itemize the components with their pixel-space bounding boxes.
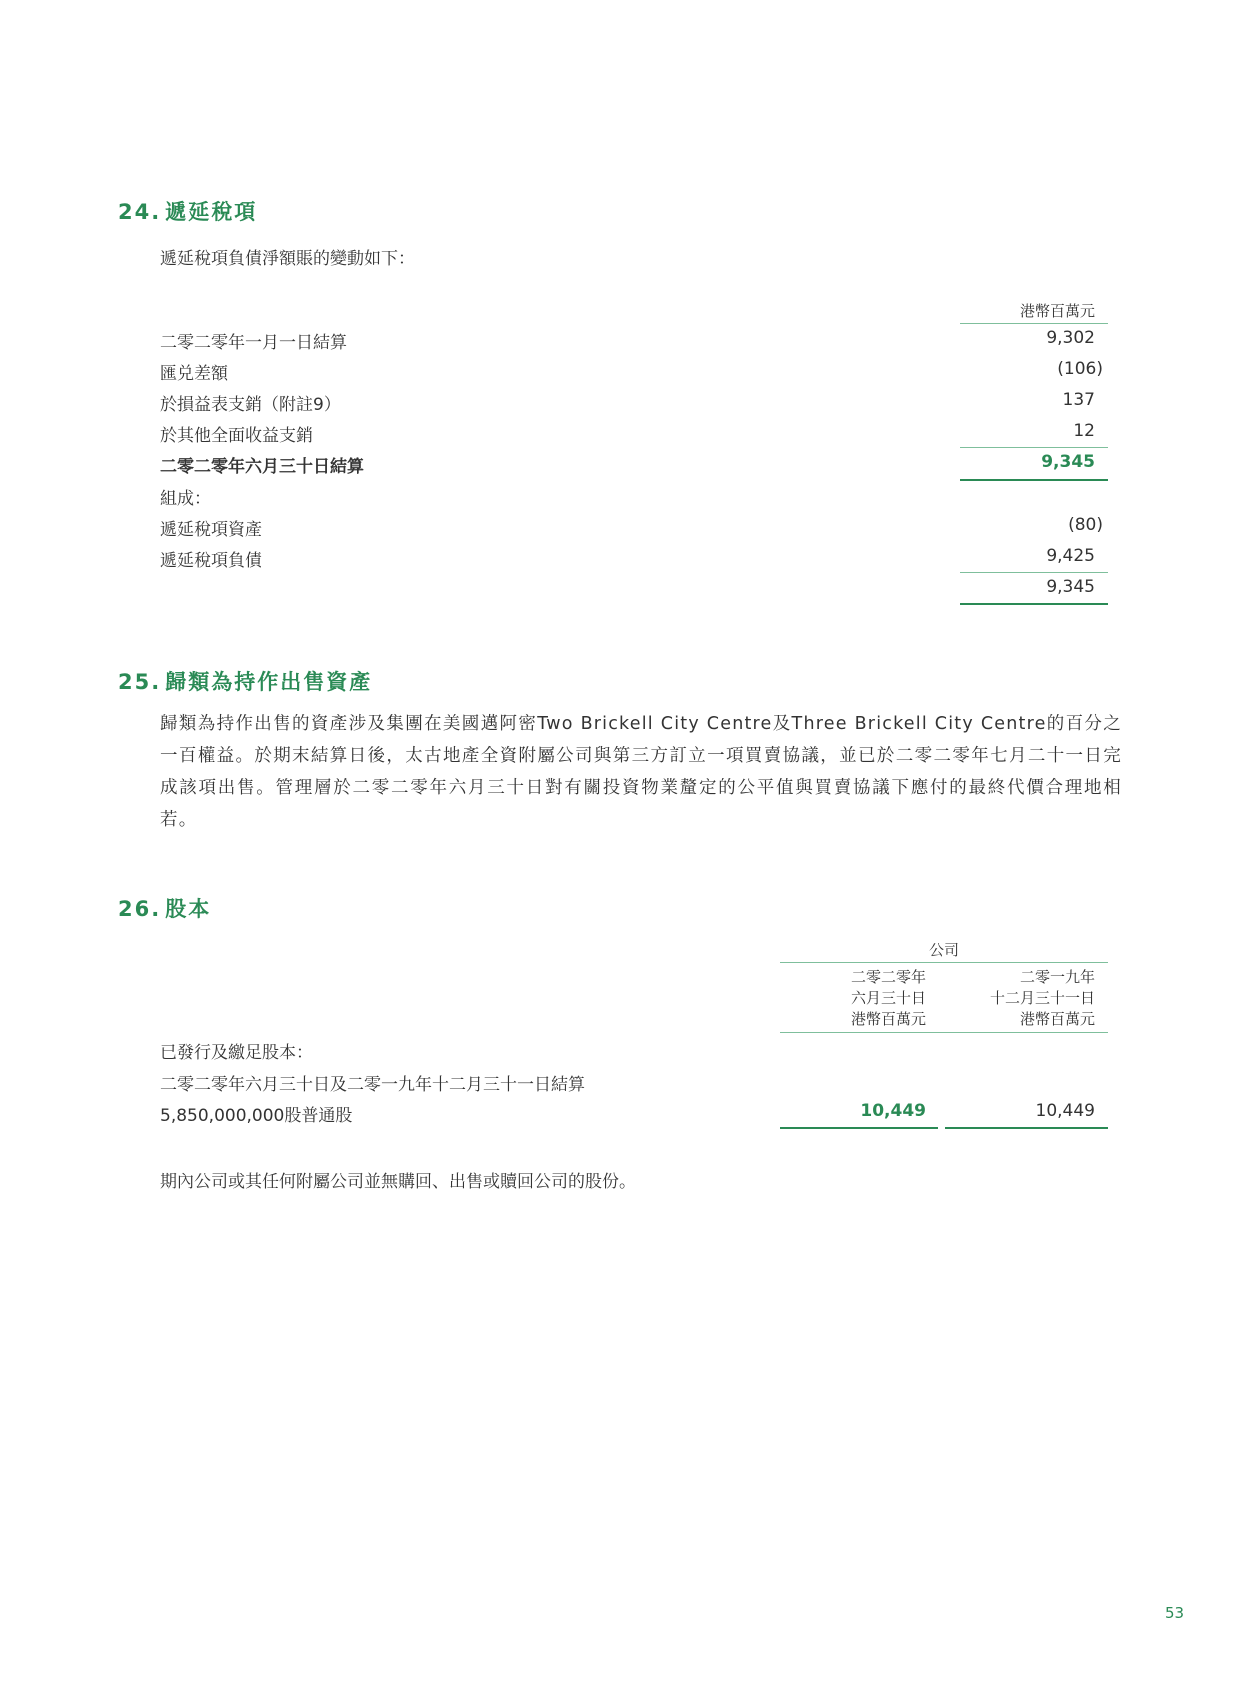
ordinary-shares-label: 5,850,000,000股普通股 [160, 1106, 353, 1126]
row-label: 遞延稅項資產 [160, 520, 262, 540]
section-26-note: 期內公司或其任何附屬公司並無購回、出售或贖回公司的股份。 [160, 1172, 636, 1192]
row-label: 二零二零年一月一日結算 [160, 333, 347, 353]
section-25-paragraph: 歸類為持作出售的資產涉及集團在美國邁阿密Two Brickell City Centre及Three Brickell City Centre的百分之一百權益。於期末結算日後，太古地產全資附屬公司與第三方訂立一項買賣協議，並已於二零二零年七月二十一日完成該項出售。管理層於二零二零年六月三十日對有關投資物業釐定的公平值與買賣協議下應付的最終代價合理地相若。 [160, 714, 1122, 830]
share-capital-period-label: 二零二零年六月三十日及二零一九年十二月三十一日結算 [160, 1075, 585, 1095]
page-number: 53 [1165, 1604, 1185, 1622]
section-26-number: 26. [118, 897, 162, 921]
total-rule [780, 1127, 938, 1129]
row-label: 匯兑差額 [160, 364, 228, 384]
row-value: 9,425 [1046, 546, 1095, 566]
row-label: 組成： [160, 489, 211, 509]
section-24-number: 24. [118, 200, 162, 224]
group-rule [780, 962, 1108, 963]
section-24-title: 遞延稅項 [165, 200, 258, 224]
row-label: 遞延稅項負債 [160, 551, 262, 571]
section-25-title: 歸類為持作出售資產 [165, 670, 373, 694]
section-26-heading [118, 893, 211, 923]
total-rule [945, 1127, 1108, 1129]
row-value: 9,302 [1046, 328, 1095, 348]
row-value: (80) [1068, 515, 1103, 535]
subtotal-rule [960, 447, 1108, 448]
total-rule [960, 479, 1108, 481]
row-value: 12 [1073, 421, 1095, 441]
column-header-2019: 二零一九年 十二月三十一日 港幣百萬元 [989, 968, 1095, 1028]
total-rule [960, 603, 1108, 605]
section-24-heading [118, 196, 257, 226]
row-label: 於損益表支銷（附註9） [160, 395, 341, 415]
unit-header: 港幣百萬元 [1019, 302, 1095, 320]
row-label: 於其他全面收益支銷 [160, 426, 313, 446]
row-value: (106) [1057, 359, 1103, 379]
share-capital-2020-value: 10,449 [860, 1101, 926, 1121]
column-header-rule [780, 1032, 1108, 1033]
section-24-intro: 遞延稅項負債淨額賬的變動如下： [160, 249, 415, 269]
section-25-number: 25. [118, 670, 162, 694]
unit-rule [960, 323, 1108, 324]
row-value-total: 9,345 [1046, 577, 1095, 597]
row-value: 137 [1062, 390, 1095, 410]
share-capital-2019-value: 10,449 [1035, 1101, 1095, 1121]
row-label-closing: 二零二零年六月三十日結算 [160, 457, 364, 477]
share-capital-label: 已發行及繳足股本： [160, 1043, 313, 1063]
row-value-closing: 9,345 [1041, 452, 1095, 472]
column-header-2020: 二零二零年 六月三十日 港幣百萬元 [850, 968, 926, 1028]
subtotal-rule [960, 572, 1108, 573]
section-26-title: 股本 [165, 897, 212, 921]
company-group-header: 公司 [928, 941, 959, 959]
section-25-heading [118, 666, 372, 696]
